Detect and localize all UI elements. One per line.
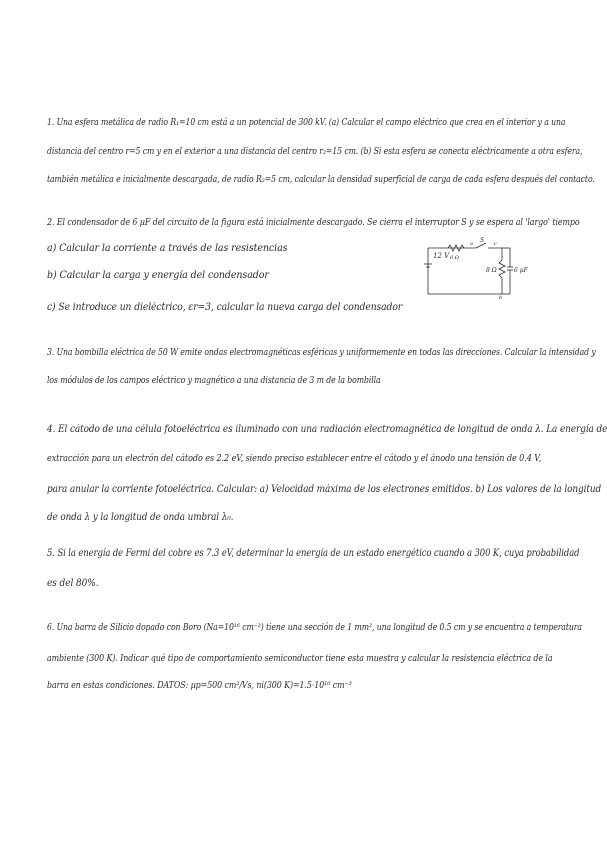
problem-3-number: 3. <box>47 348 55 358</box>
problem-1-line-1 <box>47 118 565 128</box>
problem-4-line-3: para anular la corriente fotoeléctrica. Calcular: a) Velocidad máxima de los electrones emitidos. b) Los valores de la longitud <box>47 484 602 495</box>
problem-6-number: 6. <box>47 623 55 633</box>
circuit-capacitor-label: 6 µF <box>514 267 528 274</box>
problem-5-number: 5. <box>47 548 55 559</box>
problem-6-line-3: barra en estas condiciones. DATOS: µp=500 cm²/Vs, ni(300 K)=1.5·10¹⁰ cm⁻³ <box>47 681 352 691</box>
problem-4-line-4: de onda λ y la longitud de onda umbral λ₀. <box>47 512 234 523</box>
circuit-node-c: c <box>494 241 497 247</box>
problem-4-number: 4. <box>47 424 56 435</box>
problem-2-part-a: a) Calcular la corriente a través de las resistencias <box>47 243 288 254</box>
problem-1-number: 1. <box>47 118 55 128</box>
problem-4-line-2: extracción para un electrón del cátodo es 2.2 eV, siendo preciso establecer entre el cátodo y el ánodo una tensión de 0.4 V, <box>47 454 542 464</box>
problem-1-text: Una esfera metálica de radio R₁=10 cm está a un potencial de 300 kV. (a) Calcular el campo eléctrico que crea en el interior y a una <box>56 118 566 128</box>
problem-2-number: 2. <box>47 218 55 228</box>
circuit-left-resistor-label: 6 Ω <box>450 255 459 261</box>
problem-2-part-b: b) Calcular la carga y energía del condensador <box>47 270 269 281</box>
circuit-switch-label: S <box>480 237 485 244</box>
problem-4-line-1 <box>47 424 607 435</box>
problem-6-line-1 <box>47 623 582 633</box>
problem-1-line-2: distancia del centro r=5 cm y en el exterior a una distancia del centro r₂=15 cm. (b) Si esta esfera se conecta eléctricamente a otra esfera, <box>47 147 583 157</box>
circuit-voltage-label: 12 V <box>433 252 450 260</box>
problem-6-line-2: ambiente (300 K). Indicar qué tipo de comportamiento semiconductor tiene esta muestra y calcular la resistencia eléctrica de la <box>47 654 553 664</box>
problem-5-text: Si la energía de Fermi del cobre es 7.3 eV, determinar la energía de un estado energético cuando a 300 K, cuya probabilidad <box>57 548 580 559</box>
problem-5-line-2: es del 80%. <box>47 578 99 589</box>
problem-2-text: El condensador de 6 µF del circuito de la figura está inicialmente descargado. Se cierra el interruptor S y se espera al 'largo' tiempo <box>56 218 580 228</box>
problem-3-line-1 <box>47 348 596 358</box>
problem-2-part-c: c) Se introduce un dieléctrico, εr=3, calcular la nueva carga del condensador <box>47 302 403 313</box>
problem-3-text: Una bombilla eléctrica de 50 W emite ondas electromagnéticas esféricas y uniformemente en todas las direcciones. Calcular la intensidad y <box>56 348 596 358</box>
problem-3-line-2: los módulos de los campos eléctrico y magnético a una distancia de 3 m de la bombilla <box>47 376 381 386</box>
problem-1-line-3: también metálica e inicialmente descargada, de radio R₂=5 cm, calcular la densidad superficial de carga de cada esfera después del contacto. <box>47 175 595 185</box>
problem-6-text: Una barra de Silicio dopado con Boro (Na=10¹⁶ cm⁻³) tiene una sección de 1 mm², una longitud de 0.5 cm y se encuentra a temperatura <box>56 623 582 633</box>
problem-4-text: El cátodo de una célula fotoeléctrica es iluminado con una radiación electromagnética de longitud de onda λ. La energía de <box>58 424 607 435</box>
problem-2-line-1 <box>47 218 580 228</box>
circuit-diagram <box>420 237 528 301</box>
problem-5-line-1 <box>47 548 579 559</box>
circuit-node-a: a <box>470 241 473 247</box>
circuit-node-b: b <box>499 295 503 301</box>
circuit-right-resistor-label: 8 Ω <box>486 267 497 274</box>
